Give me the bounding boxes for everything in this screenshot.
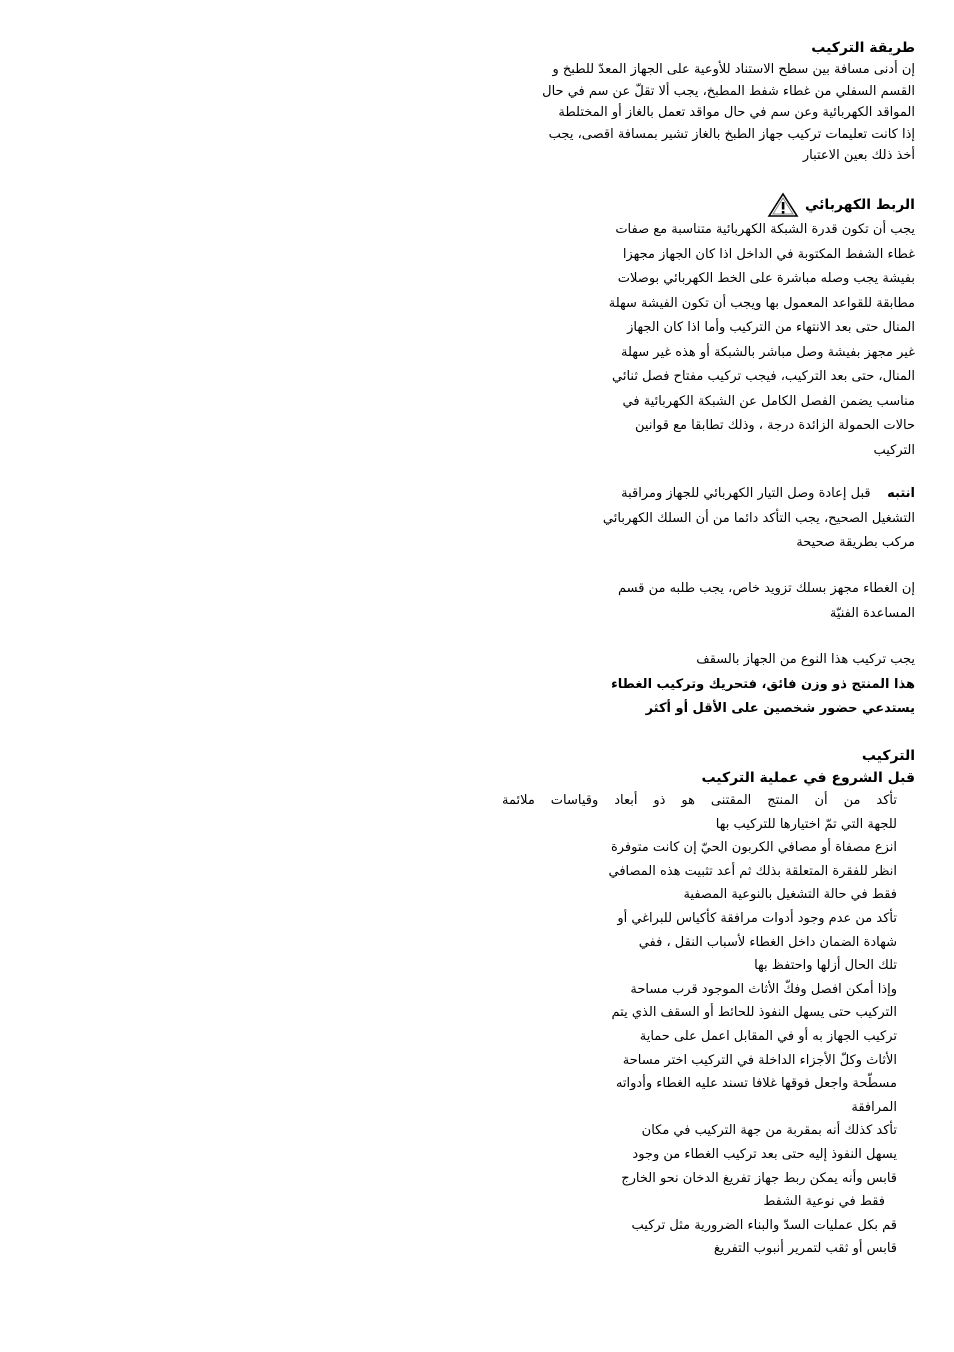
attention-line xyxy=(502,482,915,507)
cable-line: المساعدة الفنيّة xyxy=(829,605,915,621)
installation-step-line: مسطّحة واجعل فوقها غلافا تسند عليه الغطاء وأدواته xyxy=(615,1076,897,1092)
installation-step-line: قابس وأنه يمكن ربط جهاز تفريغ الدخان نحو الخارج xyxy=(621,1170,897,1186)
install-method-line: إن أدنى مسافة بين سطح الاستناد للأوعية على الجهاز المعدّ للطبخ و xyxy=(552,62,915,77)
installation-subtitle: قبل الشروع في عملية التركيب xyxy=(701,770,915,786)
install-method-line: إذا كانت تعليمات تركيب جهاز الطبخ بالغاز تشير بمسافة اقصى، يجب xyxy=(548,126,915,142)
ceiling-warning-line: يستدعي حضور شخصين على الأقل أو أكثر xyxy=(645,701,915,716)
attention-text: قبل إعادة وصل التيار الكهربائي للجهاز ومراقبة xyxy=(621,486,871,501)
installation-step-line: قابس أو ثقب لتمرير أنبوب التفريغ xyxy=(713,1241,897,1257)
electrical-line: غطاء الشفط المكتوبة في الداخل اذا كان الجهاز مجهزا xyxy=(622,246,915,262)
installation-steps xyxy=(502,789,915,1261)
attention-section xyxy=(502,482,915,556)
electrical-line: بفيشة يجب وصله مباشرة على الخط الكهربائي بوصلات xyxy=(617,271,915,286)
electrical-section xyxy=(502,192,915,463)
install-method-title: طريقة التركيب xyxy=(811,40,915,56)
electrical-line: مناسب يضمن الفصل الكامل عن الشبكة الكهربائية في xyxy=(622,393,915,409)
electrical-line: غير مجهز بفيشة وصل مباشر بالشبكة أو هذه غير سهلة xyxy=(620,344,915,360)
install-method-line: أخذ ذلك بعين الاعتبار xyxy=(802,148,915,163)
installation-step-line: شهادة الضمان داخل الغطاء لأسباب النقل ، ففي xyxy=(638,934,897,950)
installation-step-line: قم بكل عمليات السدّ والبناء الضرورية مثل تركيب xyxy=(631,1217,897,1233)
electrical-line: يجب أن تكون قدرة الشبكة الكهربائية متناسبة مع صفات xyxy=(615,222,915,237)
installation-step-line: للجهة التي تمّ اختيارها للتركيب بها xyxy=(715,816,897,832)
cable-section xyxy=(502,577,915,626)
ceiling-warning-line: هذا المنتج ذو وزن فائق، فتحريك وتركيب الغطاء xyxy=(611,676,915,692)
attention-line: مركب بطريقة صحيحة xyxy=(796,535,915,550)
electrical-title: الربط الكهربائي xyxy=(805,197,915,213)
installation-title: التركيب xyxy=(861,748,915,764)
installation-step-line: تأكد من عدم وجود أدوات مرافقة كأكياس للبراغي أو xyxy=(617,910,897,926)
installation-step-line: تركيب الجهاز به أو في المقابل اعمل على حماية xyxy=(639,1028,897,1044)
electrical-line: التركيب xyxy=(873,442,915,458)
installation-step-line: يسهل النفوذ إليه حتى بعد تركيب الغطاء من وجود xyxy=(632,1146,897,1162)
electrical-header xyxy=(502,192,915,218)
ceiling-line: يجب تركيب هذا النوع من الجهاز بالسقف xyxy=(696,652,915,667)
electrical-line: المنال، حتى بعد التركيب، فيجب تركيب مفتاح فصل ثنائي xyxy=(612,369,915,384)
electrical-line: مطابقة للقواعد المعمول بها ويجب أن تكون الفيشة سهلة xyxy=(608,295,915,311)
installation-step-line: انظر للفقرة المتعلقة بذلك ثم أعد تثبيت هذه المصافي xyxy=(608,863,897,879)
installation-step-line: التركيب حتى يسهل النفوذ للحائط أو السقف الذي يتم xyxy=(611,1005,897,1021)
installation-step-line: المرافقة xyxy=(851,1099,897,1115)
installation-step-line: وإذا أمكن افصل وفكّ الأثاث الموجود قرب مساحة xyxy=(630,981,897,997)
install-method-section xyxy=(502,37,915,167)
installation-step-line: تلك الحال أزلها واحتفظ بها xyxy=(754,958,897,974)
install-method-line: المواقد الكهربائية وعن سم في حال مواقد تعمل بالغاز أو المختلطة xyxy=(558,105,915,120)
attention-line: التشغيل الصحيح، يجب التأكد دائما من أن السلك الكهربائي xyxy=(602,510,915,526)
electrical-line: المنال حتى بعد الانتهاء من التركيب وأما اذا كان الجهاز xyxy=(627,320,915,335)
install-method-line: القسم السفلي من غطاء شفط المطبخ، يجب ألا تقلّ عن سم في حال xyxy=(542,83,915,99)
installation-section xyxy=(502,745,915,1261)
warning-triangle-icon xyxy=(765,192,801,218)
installation-step-line: انزع مصفاة أو مصافي الكربون الحيّ إن كانت متوفرة xyxy=(610,840,897,856)
installation-step-line: الأثاث وكلّ الأجزاء الداخلة في التركيب اختر مساحة xyxy=(622,1052,897,1068)
installation-step-line: تأكد كذلك أنه بمقربة من جهة التركيب في مكان xyxy=(641,1123,897,1139)
installation-step-line: فقط في حالة التشغيل بالنوعية المصفية xyxy=(683,887,897,903)
attention-label: انتبه xyxy=(887,486,915,501)
ceiling-section xyxy=(502,648,915,722)
cable-line: إن الغطاء مجهز بسلك تزويد خاص، يجب طلبه من قسم xyxy=(618,581,915,596)
electrical-line: حالات الحمولة الزائدة درجة ، وذلك تطابقا مع قوانين xyxy=(635,418,915,433)
installation-step-line: تأكد من أن المنتج المقتنى هو ذو أبعاد وقياسات ملائمة xyxy=(502,793,897,808)
installation-step-line: فقط في نوعية الشفط xyxy=(763,1194,885,1210)
